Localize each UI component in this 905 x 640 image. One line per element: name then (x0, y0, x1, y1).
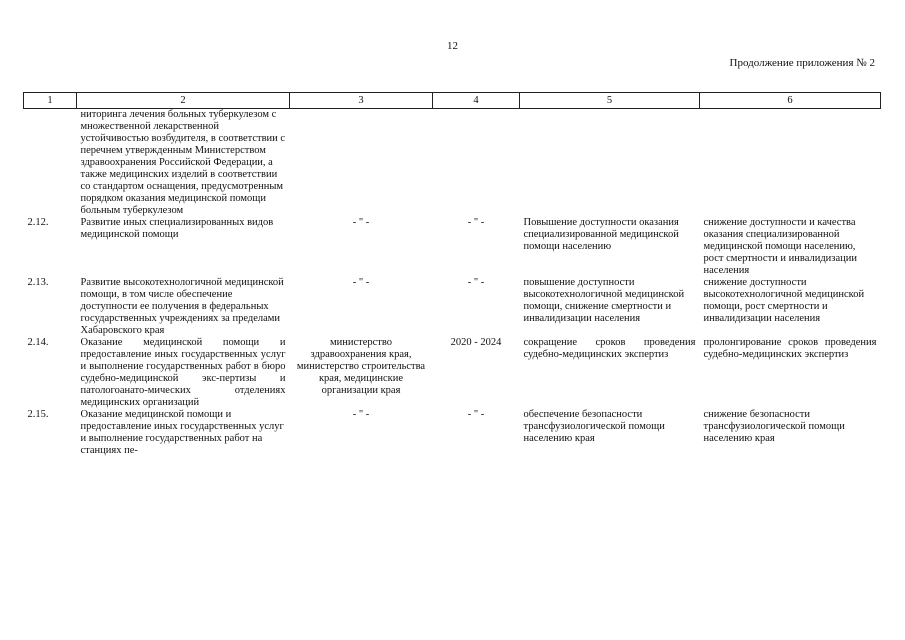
expected-result (520, 109, 700, 218)
table-row (24, 277, 881, 337)
executor: - " - (352, 409, 370, 420)
appendix-continuation-label: Продолжение приложения № 2 (729, 57, 875, 69)
measure-name: Оказание медицинской помощи и предоставление иных государственных услуг и выполнение государственных работ в бюро судебно-медицинской экс-пертизы и патологоанато-мических отделениях медицинских организаций (80, 337, 286, 408)
page-number: 12 (447, 40, 458, 52)
consequence: пролонгирование сроков проведения судебно-медицинских экспертиз (703, 337, 877, 360)
period: - " - (467, 409, 485, 420)
measure-name: Развитие иных специализированных видов медицинской помощи (80, 217, 274, 240)
row-number: 2.15. (27, 409, 49, 420)
table-row (24, 217, 881, 277)
measure-name: ниторинга лечения больных туберкулезом с множественной лекарственной устойчивостью возбудителя, в соответствии с перечнем утвержденным Министерством здравоохранения Российской Федерации, а также медицинских изделий в соответствии со стандартом оснащения, предусмотренным порядком оказания медицинской помощи больным туберкулезом (80, 109, 286, 216)
row-number: 2.13. (27, 277, 49, 288)
period: - " - (467, 217, 485, 228)
executor: - " - (352, 217, 370, 228)
table-header-row (24, 93, 881, 109)
measure-name: Оказание медицинской помощи и предоставление иных государственных услуг и выполнение государственных работ на станциях пе- (80, 409, 284, 456)
measures-table (23, 92, 881, 457)
table-row (24, 337, 881, 409)
executor: - " - (352, 277, 370, 288)
row-number (24, 109, 77, 218)
expected-result: повышение доступности высокотехнологичной медицинской помощи, снижение смертности и инвалидизации населения (523, 277, 685, 324)
row-number: 2.12. (27, 217, 49, 228)
table-row (24, 109, 881, 218)
column-header: 3 (290, 93, 433, 109)
expected-result: Повышение доступности оказания специализированной медицинской помощи населению (523, 217, 679, 252)
column-header: 1 (24, 93, 77, 109)
expected-result: обеспечение безопасности трансфузиологической помощи населению края (523, 409, 665, 444)
expected-result: сокращение сроков проведения судебно-медицинских экспертиз (523, 337, 696, 360)
row-number: 2.14. (27, 337, 49, 348)
executor (290, 109, 433, 218)
consequence: снижение доступности и качества оказания специализированной медицинской помощи населению, рост смертности и инвалидизации населения (703, 217, 857, 276)
executor: министерство здравоохранения края, министерство строительства края, медицинские организации края (296, 337, 426, 396)
column-header: 6 (700, 93, 881, 109)
column-header: 5 (520, 93, 700, 109)
measure-name: Развитие высокотехнологичной медицинской помощи, в том числе обеспечение доступности ее получения в федеральных государственных учреждениях за пределами Хабаровского края (80, 277, 284, 336)
consequence: снижение безопасности трансфузиологической помощи населению края (703, 409, 845, 444)
column-header: 2 (77, 93, 290, 109)
consequence (700, 109, 881, 218)
period: 2020 - 2024 (450, 337, 502, 348)
column-header: 4 (433, 93, 520, 109)
table-row (24, 409, 881, 457)
period (433, 109, 520, 218)
period: - " - (467, 277, 485, 288)
consequence: снижение доступности высокотехнологичной медицинской помощи, рост смертности и инвалидизации населения (703, 277, 865, 324)
